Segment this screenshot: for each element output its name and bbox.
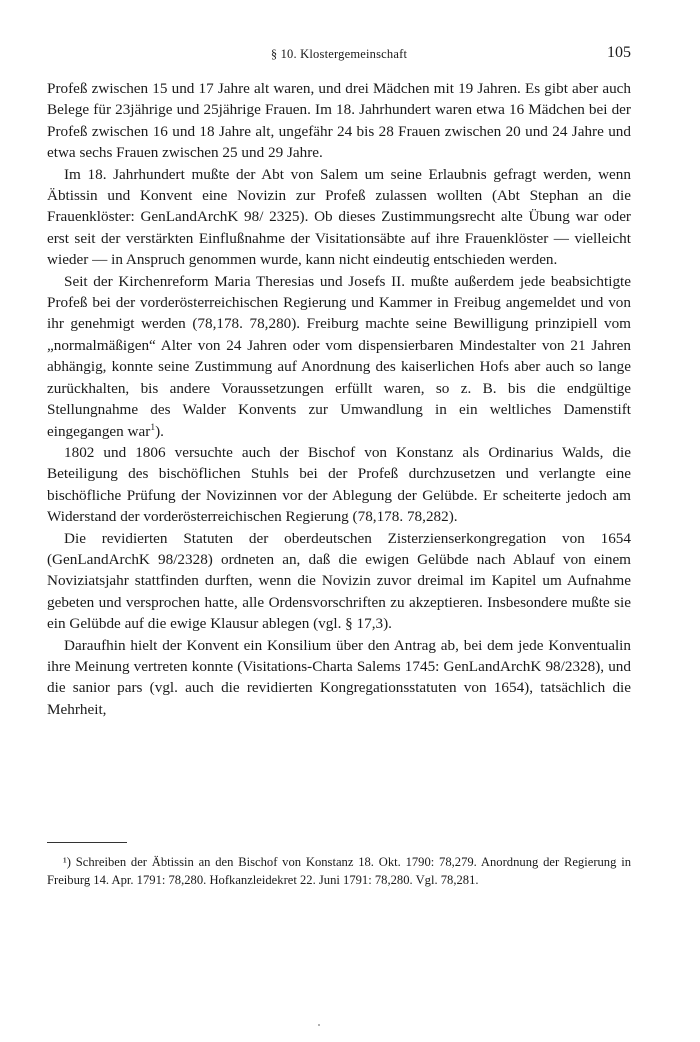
paragraph [47, 271, 631, 442]
footnote-text: Schreiben der Äbtissin an den Bischof von Konstanz 18. Okt. 1790: 78,279. Anordnung der Regierung in Freiburg 14. Apr. 1791: 78,280. Hofkanzleidekret 22. Juni 1791: 78,280. Vgl. 78,281. [47, 855, 631, 888]
running-title: § 10. Klostergemeinschaft [270, 47, 408, 61]
page-number: 105 [607, 44, 631, 61]
paragraph: Daraufhin hielt der Konvent ein Konsilium über den Antrag ab, bei dem jede Konventualin ihre Meinung vertreten konnte (Visitations-Charta Salems 1745: GenLandArchK 98/2328), und die sanior pars (vgl. auch die revidierten Kongregationsstatuten von 1654), tatsächlich die Mehrheit, [47, 636, 631, 718]
paragraph: Die revidierten Statuten der oberdeutschen Zisterzienserkongregation von 1654 (GenLandArchK 98/2328) ordneten an, daß die ewigen Gelübde nach Ablauf von einem Noviziatsjahr stattfinden durften, wenn die Novizin zuvor dreimal im Kapitel um Aufnahme gebeten und versprochen hatte, alle Ordensvorschriften zu akzeptieren. Insbesondere mußte sie ein Gelübde auf die ewige Klausur ablegen (vgl. § 17,3). [47, 529, 631, 633]
page-header [47, 44, 631, 66]
footnotes [47, 853, 631, 889]
footnote [47, 853, 631, 889]
paragraph-tail: ). [155, 422, 164, 440]
paragraph: 1802 und 1806 versuchte auch der Bischof von Konstanz als Ordinarius Walds, die Beteiligung des bischöflichen Stuhls bei der Profeß durchzusetzen und verlangte eine bischöfliche Prüfung der Novizinnen vor der Ablegung der Gelübde. Er scheiterte jedoch am Widerstand der vorderösterreichischen Regierung (78,178. 78,282). [47, 443, 631, 526]
paragraph: Profeß zwischen 15 und 17 Jahre alt waren, und drei Mädchen mit 19 Jahren. Es gibt aber auch Belege für 23jährige und 25jährige Frauen. Im 18. Jahrhundert waren etwa 16 Mädchen bei der Profeß zwischen 16 und 18 Jahre alt, ungefähr 24 bis 28 Frauen zwischen 20 und 24 Jahre und etwa sechs Frauen zwischen 25 und 29 Jahre. [47, 80, 631, 162]
scan-speck [318, 1024, 320, 1026]
footnote-marker: ¹) [63, 855, 71, 869]
footnote-divider [47, 842, 127, 843]
paragraph: Im 18. Jahrhundert mußte der Abt von Salem um seine Erlaubnis gefragt werden, wenn Äbtissin und Konvent eine Novizin zur Profeß zulassen wollten (Abt Stephan an die Frauenklöster: GenLandArchK 98/ 2325). Ob dieses Zustimmungsrecht alte Übung war oder erst seit der verstärkten Einflußnahme der Visitationsäbte auf ihre Frauenklöster — vielleicht wieder — in Anspruch genommen wurde, kann nicht eindeutig entschieden werden. [47, 165, 631, 269]
main-text [47, 78, 631, 720]
footnote-reference: 1 [150, 422, 156, 433]
paragraph-text: Seit der Kirchenreform Maria Theresias und Josefs II. mußte außerdem jede beabsichtigte Profeß bei der vorderösterreichischen Regierung und Kammer in Freibug angemeldet und von ihr genehmigt werden (78,178. 78,280). Freiburg machte seine Bewilligung prinzipiell vom „normalmäßigen“ Alter von 24 Jahren oder vom dispensierbaren Mindestalter von 21 Jahren abhängig, konnte seine Zustimmung auf Anordnung des kaiserlichen Hofs aber auch so lange zurückhalten, bis andere Voraussetzungen erfüllt waren, so z. B. bis die endgültige Stellungnahme des Walder Konvents zur Umwandlung in ein weltliches Damenstift eingegangen war [47, 272, 631, 440]
